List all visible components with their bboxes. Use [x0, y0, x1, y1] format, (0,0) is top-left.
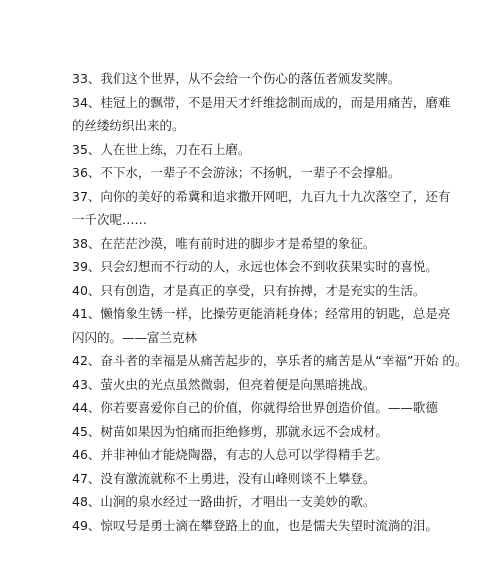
quote-46: 46、并非神仙才能烧陶器，有志的人总可以学得精手艺。: [72, 447, 388, 462]
quote-41: 41、懒惰象生锈一样，比操劳更能消耗身体；经常用的钥匙，总是亮: [72, 306, 451, 321]
quote-37-continuation: 一千次呢……: [72, 212, 148, 227]
quote-33: 33、我们这个世界，从不会给一个伤心的落伍者颁发奖牌。: [72, 71, 401, 86]
quote-35: 35、人在世上练，刀在石上磨。: [72, 141, 251, 157]
quote-49: 49、惊叹号是勇士滴在攀登路上的血，也是懦夫失望时流淌的泪。: [72, 517, 438, 533]
quote-45: 45、树苗如果因为怕痛而拒绝修剪，那就永远不会成材。: [72, 423, 388, 439]
quote-34: 34、桂冠上的飘带，不是用天才纤维捻制而成的，而是用痛苦，磨难: [72, 94, 451, 110]
quote-42: 42、奋斗者的幸福是从痛苦起步的，享乐者的痛苦是从“幸福”开始 的。: [72, 353, 468, 368]
quote-43: 43、萤火虫的光点虽然微弱，但亮着便是向黑暗挑战。: [72, 376, 376, 392]
quote-41-continuation: 闪闪的。——富兰克林: [72, 329, 198, 345]
quote-48: 48、山涧的泉水经过一路曲折，才唱出一支美妙的歌。: [72, 494, 376, 509]
quote-47: 47、没有激流就称不上勇进，没有山峰则谈不上攀登。: [72, 470, 376, 486]
quote-40: 40、只有创造，才是真正的享受，只有拚搏，才是充实的生活。: [72, 282, 426, 298]
quote-34-continuation: 的丝缕纺织出来的。: [72, 118, 185, 133]
quote-44: 44、你若要喜爱你自己的价值，你就得给世界创造价值。——歌德: [72, 400, 438, 415]
quote-list: [72, 67, 492, 537]
quote-36: 36、不下水，一辈子不会游泳；不扬帆，一辈子不会撑船。: [72, 165, 401, 180]
quote-39: 39、只会幻想而不行动的人，永远也体会不到收获果实时的喜悦。: [72, 259, 438, 274]
quote-38: 38、在茫茫沙漠，唯有前时进的脚步才是希望的象征。: [72, 235, 376, 251]
quote-37: 37、向你的美好的希冀和追求撒开网吧，九百九十九次落空了，还有: [72, 188, 451, 204]
